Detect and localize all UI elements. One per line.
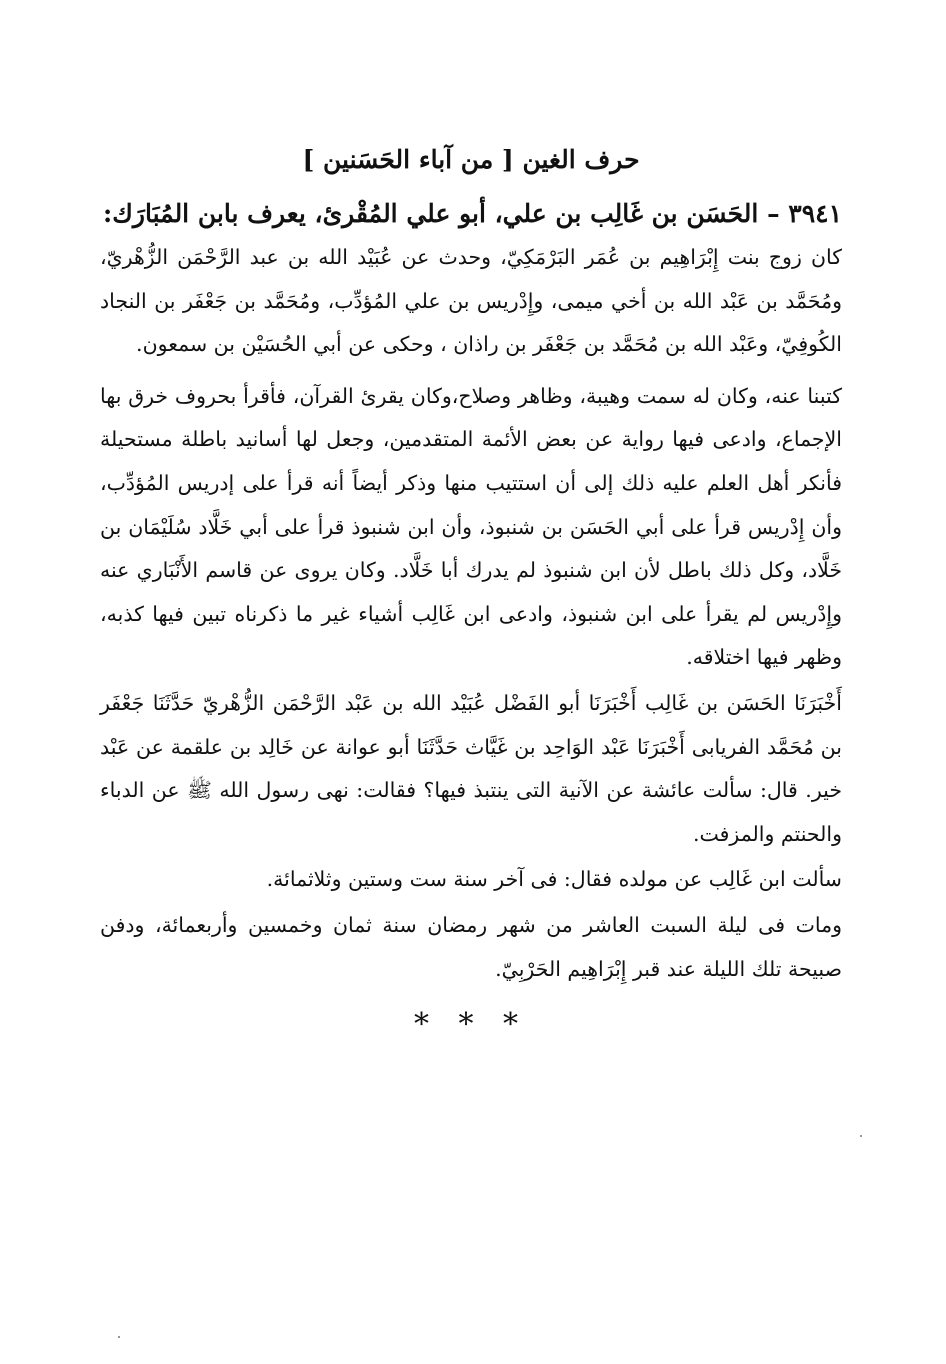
entry-paragraph-birth: سألت ابن غَالِب عن مولده فقال: فى آخر سنة ست وستين وثلاثمائة.: [266, 867, 842, 892]
entry-heading: ٣٩٤١ – الحَسَن بن غَالِب بن علي، أبو علي المُقْرئ، يعرف بابن المُبَارَك:: [103, 199, 842, 228]
entry-paragraph-biography: كان زوج بنت إِبْرَاهِيم بن عُمَر البَرْمَكِيّ، وحدث عن عُبَيْد الله بن عبد الرَّحْمَن الزُّهْريّ، ومُحَمَّد بن عَبْد الله بن أخي ميمى، وإِدْريس بن علي المُؤدِّب، ومُحَمَّد بن جَعْفَر بن النجاد الكُوفِيّ، وعَبْد الله بن مُحَمَّد بن جَعْفَر بن راذان ، وحكى عن أبي الحُسَيْن بن سمعون.: [100, 245, 842, 357]
entry-paragraph-death: ومات فى ليلة السبت العاشر من شهر رمضان سنة ثمان وخمسين وأربعمائة، ودفن صبيحة تلك الليلة عند قبر إِبْرَاهِيم الحَرْبِيّ.: [100, 912, 842, 981]
entry-paragraph-hadith: أَخْبَرَنَا الحَسَن بن غَالِب أَخْبَرَنَا أبو الفَضْل عُبَيْد الله بن عَبْد الرَّحْمَن الزُّهْريّ حَدَّثَنَا جَعْفَر بن مُحَمَّد الفريابى أَخْبَرَنَا عَبْد الوَاحِد بن غَيَّاث حَدَّثَنَا أبو عوانة عن خَالِد بن علقمة عن عَبْد خير. قال: سألت عائشة عن الآنية التى ينتبذ فيها؟ فقالت: نهى رسول الله ﷺ عن الدباء والحنتم والمزفت.: [100, 690, 842, 846]
page-content: [100, 140, 842, 1045]
scan-speck: [860, 1135, 862, 1137]
section-separator: * * *: [413, 1007, 529, 1043]
section-heading: حرف الغين [ من آباء الحَسَنين ]: [302, 145, 640, 174]
paragraph-gap: [100, 367, 842, 375]
scan-speck: [118, 1336, 120, 1338]
entry-paragraph-criticism: كتبنا عنه، وكان له سمت وهيبة، وظاهر وصلاح،وكان يقرئ القرآن، فأقرأ بحروف خرق بها الإجماع، وادعى فيها رواية عن بعض الأئمة المتقدمين، وجعل لها أسانيد باطلة مستحيلة فأنكر أهل العلم عليه ذلك إلى أن استتيب منها وذكر أيضاً أنه قرأ على إدريس المُؤدِّب، وأن إِدْريس قرأ على أبي الحَسَن بن شنبوذ، وأن ابن شنبوذ قرأ على أبي خَلَّاد سُلَيْمَان بن خَلَّاد، وكل ذلك باطل لأن ابن شنبوذ لم يدرك أبا خَلَّاد. وكان يروى عن قاسم الأَنْبَاري عنه وإِدْريس لم يقرأ على ابن شنبوذ، وادعى ابن غَالِب أشياء غير ما ذكرناه تبين فيها كذبه، وظهر فيها اختلاقه.: [100, 383, 842, 670]
